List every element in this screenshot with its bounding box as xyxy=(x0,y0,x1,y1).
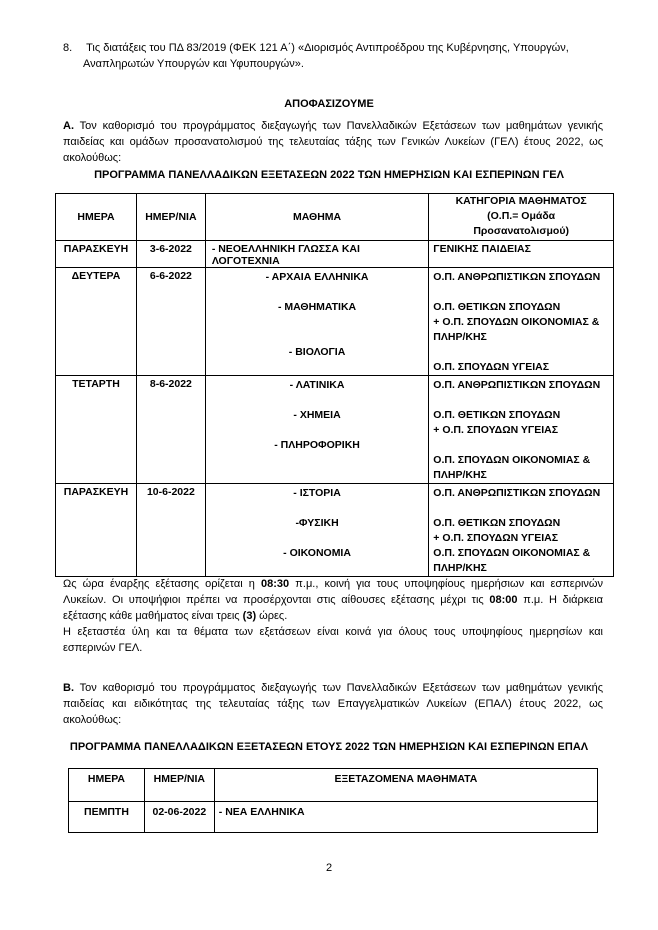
exam-notes xyxy=(63,576,603,656)
row-categories xyxy=(429,268,614,376)
item-8-line1: Τις διατάξεις του ΠΔ 83/2019 (ΦΕΚ 121 Α΄) «Διορισμός Αντιπροέδρου της Κυβέρνησης, Υπουργών, xyxy=(86,42,569,54)
table-row xyxy=(56,241,614,268)
row-date: 02-06-2022 xyxy=(144,802,214,833)
row-day: ΤΕΤΑΡΤΗ xyxy=(56,376,137,484)
table-row xyxy=(56,268,614,376)
category-item: Ο.Π. ΣΠΟΥΔΩΝ ΥΓΕΙΑΣ xyxy=(433,361,550,373)
header-day: ΗΜΕΡΑ xyxy=(56,194,137,241)
category-item: Ο.Π. ΣΠΟΥΔΩΝ ΟΙΚΟΝΟΜΙΑΣ & xyxy=(433,454,591,466)
note-text: εξέτασης κάθε μαθήματος είναι τρεις xyxy=(63,610,243,622)
table-row xyxy=(56,484,614,577)
subject-item: - ΛΑΤΙΝΙΚΑ xyxy=(289,379,345,391)
section-a-letter: Α. xyxy=(63,120,74,132)
item-8-number: 8. xyxy=(63,42,73,54)
note-text: Η εξεταστέα ύλη και τα θέματα των εξετάσεων είναι κοινά για όλους τους υποψηφίους ημερησίων και xyxy=(63,626,603,638)
row-subject: - ΝΕΑ ΕΛΛΗΝΙΚΑ xyxy=(214,802,597,833)
category-item: Ο.Π. ΑΝΘΡΩΠΙΣΤΙΚΩΝ ΣΠΟΥΔΩΝ xyxy=(433,379,601,391)
table-row xyxy=(69,802,598,833)
note-text: ώρες. xyxy=(256,610,288,622)
header-subject: ΜΑΘΗΜΑ xyxy=(205,194,428,241)
subject-item: - ΙΣΤΟΡΙΑ xyxy=(293,487,341,499)
note-text: εσπερινών ΓΕΛ. xyxy=(63,642,143,654)
subject-item: - ΠΛΗΡΟΦΟΡΙΚΗ xyxy=(274,439,360,451)
row-subjects xyxy=(205,376,428,484)
section-b-paragraph xyxy=(63,680,603,728)
row-day: ΠΑΡΑΣΚΕΥΗ xyxy=(56,484,137,577)
row-subjects xyxy=(205,484,428,577)
section-b-line3: ακολούθως: xyxy=(63,714,122,726)
header-category-line2: (Ο.Π.= Ομάδα xyxy=(487,210,556,222)
section-a-line2: παιδείας και ομάδων προσανατολισμού της τελευταίας τάξης των Γενικών Λυκείων (ΓΕΛ) έτους 2022, ως xyxy=(63,136,603,148)
section-b-letter: Β. xyxy=(63,682,74,694)
row-day: ΔΕΥΤΕΡΑ xyxy=(56,268,137,376)
row-categories xyxy=(429,376,614,484)
category-item: Ο.Π. ΘΕΤΙΚΩΝ ΣΠΟΥΔΩΝ xyxy=(433,517,561,529)
row-day: ΠΑΡΑΣΚΕΥΗ xyxy=(56,241,137,268)
header-date: ΗΜΕΡ/ΝΙΑ xyxy=(144,769,214,802)
category-item: Ο.Π. ΑΝΘΡΩΠΙΣΤΙΚΩΝ ΣΠΟΥΔΩΝ xyxy=(433,271,601,283)
row-subjects xyxy=(205,268,428,376)
item-8 xyxy=(63,40,603,56)
exam-schedule-epal-table xyxy=(68,768,598,833)
category-item: Ο.Π. ΣΠΟΥΔΩΝ ΟΙΚΟΝΟΜΙΑΣ & xyxy=(433,547,591,559)
row-category: ΓΕΝΙΚΗΣ ΠΑΙΔΕΙΑΣ xyxy=(429,241,614,268)
exam-schedule-gel-table xyxy=(55,193,614,577)
section-b-line2: παιδείας και ειδικότητας της τελευταίας τάξης των Επαγγελματικών Λυκείων (ΕΠΑΛ) έτους 2022, ως xyxy=(63,698,603,710)
note-text: Λυκείων. Οι υποψήφιοι πρέπει να προσέρχονται στις αίθουσες εξέτασης μέχρι τις xyxy=(63,594,490,606)
subject-item: - ΧΗΜΕΙΑ xyxy=(293,409,341,421)
subject-item: -ΦΥΣΙΚΗ xyxy=(295,517,339,529)
header-date: ΗΜΕΡ/ΝΙΑ xyxy=(136,194,205,241)
category-item: Ο.Π. ΑΝΘΡΩΠΙΣΤΙΚΩΝ ΣΠΟΥΔΩΝ xyxy=(433,487,601,499)
row-subject: - ΝΕΟΕΛΛΗΝΙΚΗ ΓΛΩΣΣΑ ΚΑΙ ΛΟΓΟΤΕΧΝΙΑ xyxy=(205,241,428,268)
row-day: ΠΕΜΠΤΗ xyxy=(69,802,145,833)
category-item: ΠΛΗΡ/ΚΗΣ xyxy=(433,331,487,343)
category-item: ΠΛΗΡ/ΚΗΣ xyxy=(433,469,487,481)
header-day: ΗΜΕΡΑ xyxy=(69,769,145,802)
category-item: ΠΛΗΡ/ΚΗΣ xyxy=(433,562,487,574)
subject-item: - ΟΙΚΟΝΟΜΙΑ xyxy=(283,547,351,559)
row-categories xyxy=(429,484,614,577)
table-row xyxy=(56,376,614,484)
start-time: 08:30 xyxy=(261,578,290,590)
header-subjects: ΕΞΕΤΑΖΟΜΕΝΑ ΜΑΘΗΜΑΤΑ xyxy=(214,769,597,802)
table-b-title: ΠΡΟΓΡΑΜΜΑ ΠΑΝΕΛΛΑΔΙΚΩΝ ΕΞΕΤΑΣΕΩΝ ΕΤΟΥΣ 2022 ΤΩΝ ΗΜΕΡΗΣΙΩΝ ΚΑΙ ΕΣΠΕΡΙΝΩΝ ΕΠΑΛ xyxy=(69,741,589,753)
category-item: + Ο.Π. ΣΠΟΥΔΩΝ ΥΓΕΙΑΣ xyxy=(433,532,559,544)
note-text: π.μ., κοινή για τους υποψηφίους ημερήσιων και εσπερινών xyxy=(289,578,603,590)
decision-heading: ΑΠΟΦΑΣΙΖΟΥΜΕ xyxy=(284,98,374,110)
section-a-line3: ακολούθως: xyxy=(63,152,122,164)
item-8-line2: Αναπληρωτών Υπουργών και Υφυπουργών». xyxy=(83,58,304,70)
subject-item: - ΑΡΧΑΙΑ ΕΛΛΗΝΙΚΑ xyxy=(265,271,369,283)
arrival-time: 08:00 xyxy=(489,594,518,606)
category-item: + Ο.Π. ΣΠΟΥΔΩΝ ΥΓΕΙΑΣ xyxy=(433,424,559,436)
page-number: 2 xyxy=(325,862,333,874)
row-date: 3-6-2022 xyxy=(136,241,205,268)
table-header-row xyxy=(56,194,614,241)
duration: (3) xyxy=(242,610,257,622)
category-item: Ο.Π. ΘΕΤΙΚΩΝ ΣΠΟΥΔΩΝ xyxy=(433,301,561,313)
note-text: π.μ. Η διάρκεια xyxy=(517,594,603,606)
section-a-paragraph xyxy=(63,118,603,166)
subject-item: - ΜΑΘΗΜΑΤΙΚΑ xyxy=(277,301,357,313)
header-category-line1: ΚΑΤΗΓΟΡΙΑ ΜΑΘΗΜΑΤΟΣ xyxy=(455,195,587,207)
section-b-line1: Τον καθορισμό του προγράμματος διεξαγωγής των Πανελλαδικών Εξετάσεων των μαθημάτων γενικής xyxy=(79,682,603,694)
row-date: 6-6-2022 xyxy=(136,268,205,376)
section-a-line1: Τον καθορισμό του προγράμματος διεξαγωγής των Πανελλαδικών Εξετάσεων των μαθημάτων γενικής xyxy=(79,120,603,132)
table-header-row xyxy=(69,769,598,802)
header-category-line3: Προσανατολισμού) xyxy=(473,225,569,237)
category-item: + Ο.Π. ΣΠΟΥΔΩΝ ΟΙΚΟΝΟΜΙΑΣ & xyxy=(433,316,600,328)
note-text: Ως ώρα έναρξης εξέτασης ορίζεται η xyxy=(63,578,262,590)
table-a-title: ΠΡΟΓΡΑΜΜΑ ΠΑΝΕΛΛΑΔΙΚΩΝ ΕΞΕΤΑΣΕΩΝ 2022 ΤΩΝ ΗΜΕΡΗΣΙΩΝ ΚΑΙ ΕΣΠΕΡΙΝΩΝ ΓΕΛ xyxy=(94,169,564,181)
row-date: 10-6-2022 xyxy=(136,484,205,577)
header-category xyxy=(429,194,614,241)
row-date: 8-6-2022 xyxy=(136,376,205,484)
subject-item: - ΒΙΟΛΟΓΙΑ xyxy=(288,346,346,358)
category-item: Ο.Π. ΘΕΤΙΚΩΝ ΣΠΟΥΔΩΝ xyxy=(433,409,561,421)
